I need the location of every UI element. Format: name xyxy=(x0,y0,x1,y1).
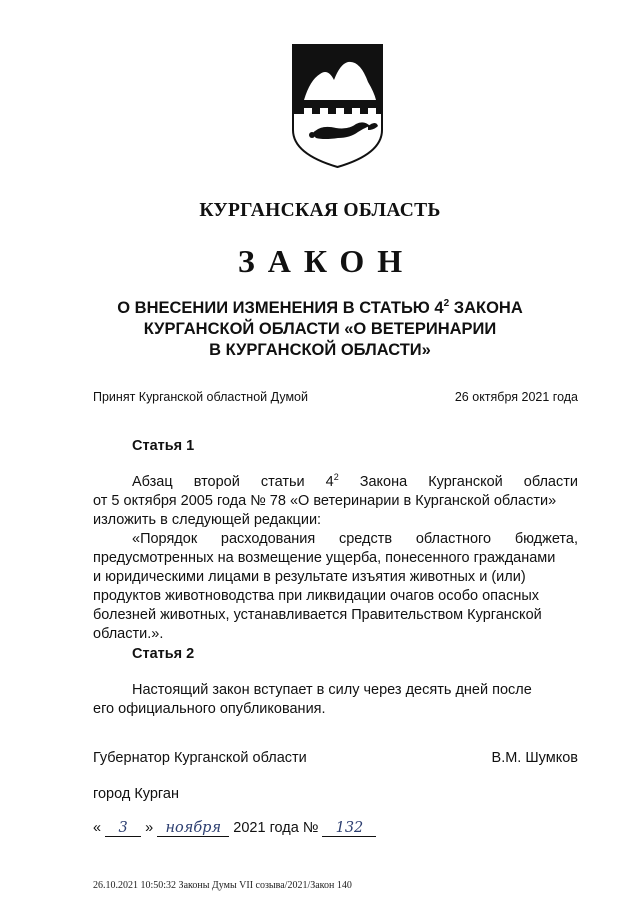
article-1-line-2: от 5 октября 2005 года № 78 «О ветеринарии в Курганской области» xyxy=(93,493,557,509)
region-title: КУРГАНСКАЯ ОБЛАСТЬ xyxy=(199,200,441,221)
article-2-heading: Статья 2 xyxy=(132,646,195,662)
kurgan-coat-of-arms-icon xyxy=(290,42,385,170)
handwritten-law-number: 132 xyxy=(322,821,376,837)
article-2-line-1: Настоящий закон вступает в силу через десять дней после xyxy=(132,682,532,698)
article-1-line-5: предусмотренных на возмещение ущерба, понесенного гражданами xyxy=(93,550,556,566)
open-quote: « xyxy=(93,820,102,836)
subject-line-2: КУРГАНСКОЙ ОБЛАСТИ «О ВЕТЕРИНАРИИ xyxy=(143,320,497,338)
article-2-text xyxy=(93,681,578,719)
article-1-line-9: области.». xyxy=(93,626,164,642)
article-1-line-1: Абзац второй статьи $4^2$ Закона Курганской области xyxy=(132,472,578,490)
subject-line-3: В КУРГАНСКОЙ ОБЛАСТИ» xyxy=(209,341,431,359)
document-type-title: ЗАКОН xyxy=(237,243,416,279)
handwritten-month: ноября xyxy=(157,821,229,837)
year-and-number-label: 2021 года № xyxy=(233,820,319,836)
adopted-by: Принят Курганской областной Думой xyxy=(93,390,308,404)
adoption-info xyxy=(93,390,578,404)
article-2-line-2: его официального опубликования. xyxy=(93,701,326,717)
article-1-line-3: изложить в следующей редакции: xyxy=(93,512,322,528)
enactment-date-line xyxy=(93,820,376,837)
article-1-line-8: болезней животных, устанавливается Правительством Курганской xyxy=(93,607,542,623)
signatory-position: Губернатор Курганской области xyxy=(93,750,307,766)
city-of-signing: город Курган xyxy=(93,786,179,802)
close-quote: » xyxy=(145,820,154,836)
article-1-line-6: и юридическими лицами в результате изъятия животных и (или) xyxy=(93,569,526,585)
signature-block xyxy=(93,750,578,766)
subject-line-1: О ВНЕСЕНИИ ИЗМЕНЕНИЯ В СТАТЬЮ $4^2$ ЗАКОНА xyxy=(117,298,523,317)
signatory-name: В.М. Шумков xyxy=(491,750,578,766)
article-1-heading: Статья 1 xyxy=(132,438,195,454)
article-1-line-4: «Порядок расходования средств областного бюджета, xyxy=(132,531,578,547)
handwritten-day: 3 xyxy=(105,821,141,837)
article-1-line-7: продуктов животноводства при ликвидации очагов особо опасных xyxy=(93,588,540,604)
article-1-text xyxy=(93,473,578,644)
document-footer-stamp: 26.10.2021 10:50:32 Законы Думы VII созыва/2021/Закон 140 xyxy=(93,880,352,891)
law-subject xyxy=(0,298,640,361)
adoption-date: 26 октября 2021 года xyxy=(454,390,578,404)
